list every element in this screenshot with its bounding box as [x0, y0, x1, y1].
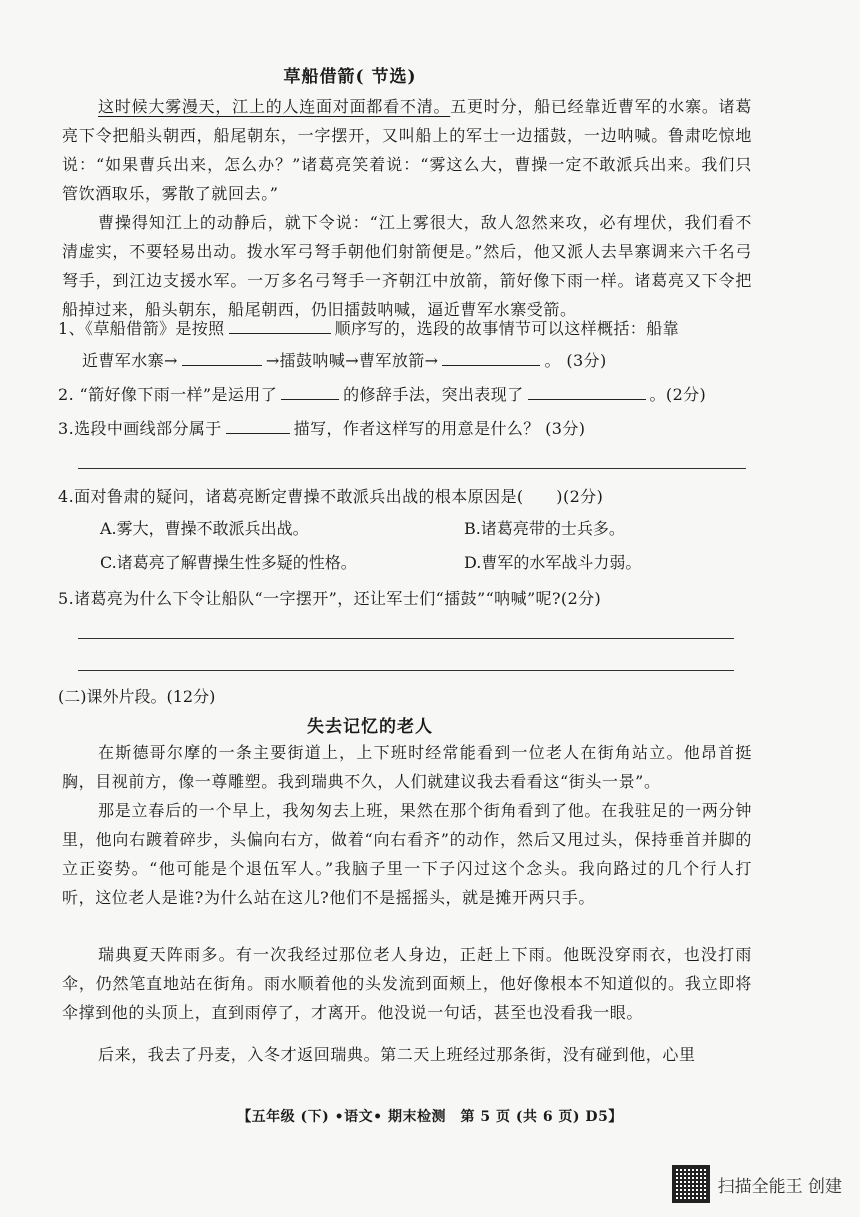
question-4: 4.面对鲁肃的疑问，诸葛亮断定曹操不敢派兵出战的根本原因是( )(2分)	[58, 487, 604, 506]
passage-paragraph-2: 曹操得知江上的动静后，就下令说：“江上雾很大，敌人忽然来攻，必有埋伏，我们看不清虚实，不要轻易出动。拨水军弓弩手朝他们射箭便是。”然后，他又派人去旱寨调来六千名弓弩手，到江边支援水军。一万多名弓弩手一齐朝江中放箭，箭好像下雨一样。诸葛亮又下令把船掉过来，船头朝东，船尾朝西，仍旧擂鼓呐喊，逼近曹军水寨受箭。	[62, 213, 752, 319]
passage-title: 草船借箭( 节选)	[283, 67, 417, 87]
answer-blank[interactable]	[528, 381, 646, 400]
option-c[interactable]: C.诸葛亮了解曹操生性多疑的性格。	[100, 553, 357, 572]
answer-blank[interactable]	[229, 315, 331, 334]
page-footer: 【五年级 (下) •语文• 期末检测 第 5 页 (共 6 页) D5】	[237, 1109, 623, 1125]
option-a[interactable]: A.雾大，曹操不敢派兵出战。	[100, 519, 309, 538]
passage-2-title: 失去记忆的老人	[307, 717, 433, 737]
question-1-line-1: 1、《草船借箭》是按照 顺序写的，选段的故事情节可以这样概括：船靠	[58, 314, 758, 343]
passage-2-paragraph-4: 后来，我去了丹麦，入冬才返回瑞典。第二天上班经过那条街，没有碰到他，心里	[98, 1045, 696, 1064]
question-2: 2. “箭好像下雨一样”是运用了 的修辞手法，突出表现了 。(2分)	[58, 380, 758, 409]
underlined-sentence: 这时候大雾漫天，江上的人连面对面都看不清。	[98, 97, 451, 116]
answer-blank[interactable]	[182, 347, 262, 366]
option-b[interactable]: B.诸葛亮带的士兵多。	[464, 519, 625, 538]
scanner-watermark	[672, 1164, 842, 1204]
answer-line[interactable]	[78, 638, 734, 639]
option-d[interactable]: D.曹军的水军战斗力弱。	[464, 553, 642, 572]
watermark-text: 扫描全能王 创建	[717, 1176, 842, 1197]
question-3: 3.选段中画线部分属于 描写，作者这样写的用意是什么？ (3分)	[58, 414, 758, 443]
answer-blank[interactable]	[226, 415, 290, 434]
answer-line[interactable]	[78, 670, 734, 671]
qr-code-icon	[672, 1165, 710, 1203]
passage-2-paragraph-2: 那是立春后的一个早上，我匆匆去上班，果然在那个街角看到了他。在我驻足的一两分钟里，他向右踱着碎步，头偏向右方，做着“向右看齐”的动作，然后又甩过头，保持垂首并脚的立正姿势。“他可能是个退伍军人。”我脑子里一下子闪过这个念头。我向路过的几个行人打听，这位老人是谁?为什么站在这儿?他们不是摇摇头，就是摊开两只手。	[62, 801, 752, 907]
answer-line[interactable]	[78, 468, 746, 469]
question-5: 5.诸葛亮为什么下令让船队“一字摆开”，还让军士们“擂鼓”“呐喊”呢?(2分)	[58, 589, 602, 608]
passage-2-paragraph-3: 瑞典夏天阵雨多。有一次我经过那位老人身边，正赶上下雨。他既没穿雨衣，也没打雨伞，仍然笔直地站在街角。雨水顺着他的头发流到面颊上，他好像根本不知道似的。我立即将伞撑到他的头顶上，直到雨停了，才离开。他没说一句话，甚至也没看我一眼。	[62, 945, 752, 1022]
question-1-line-2: 近曹军水寨→ →擂鼓呐喊→曹军放箭→ 。 (3分)	[82, 346, 782, 375]
passage-paragraph-1	[62, 92, 752, 208]
section-heading: (二)课外片段。(12分)	[58, 687, 216, 706]
answer-blank[interactable]	[442, 347, 540, 366]
paragraph-1-text: 五更时分，船已经靠近曹军的水寨。诸葛亮下令把船头朝西，船尾朝东，一字摆开，又叫船上的军士一边擂鼓，一边呐喊。鲁肃吃惊地说：“如果曹兵出来，怎么办？”诸葛亮笑着说：“雾这么大，曹操一定不敢派兵出来。我们只管饮酒取乐，雾散了就回去。”	[62, 97, 752, 203]
passage-2-paragraph-1: 在斯德哥尔摩的一条主要街道上，上下班时经常能看到一位老人在街角站立。他昂首挺胸，目视前方，像一尊雕塑。我到瑞典不久，人们就建议我去看看这“街头一景”。	[62, 743, 752, 791]
answer-blank[interactable]	[281, 381, 339, 400]
